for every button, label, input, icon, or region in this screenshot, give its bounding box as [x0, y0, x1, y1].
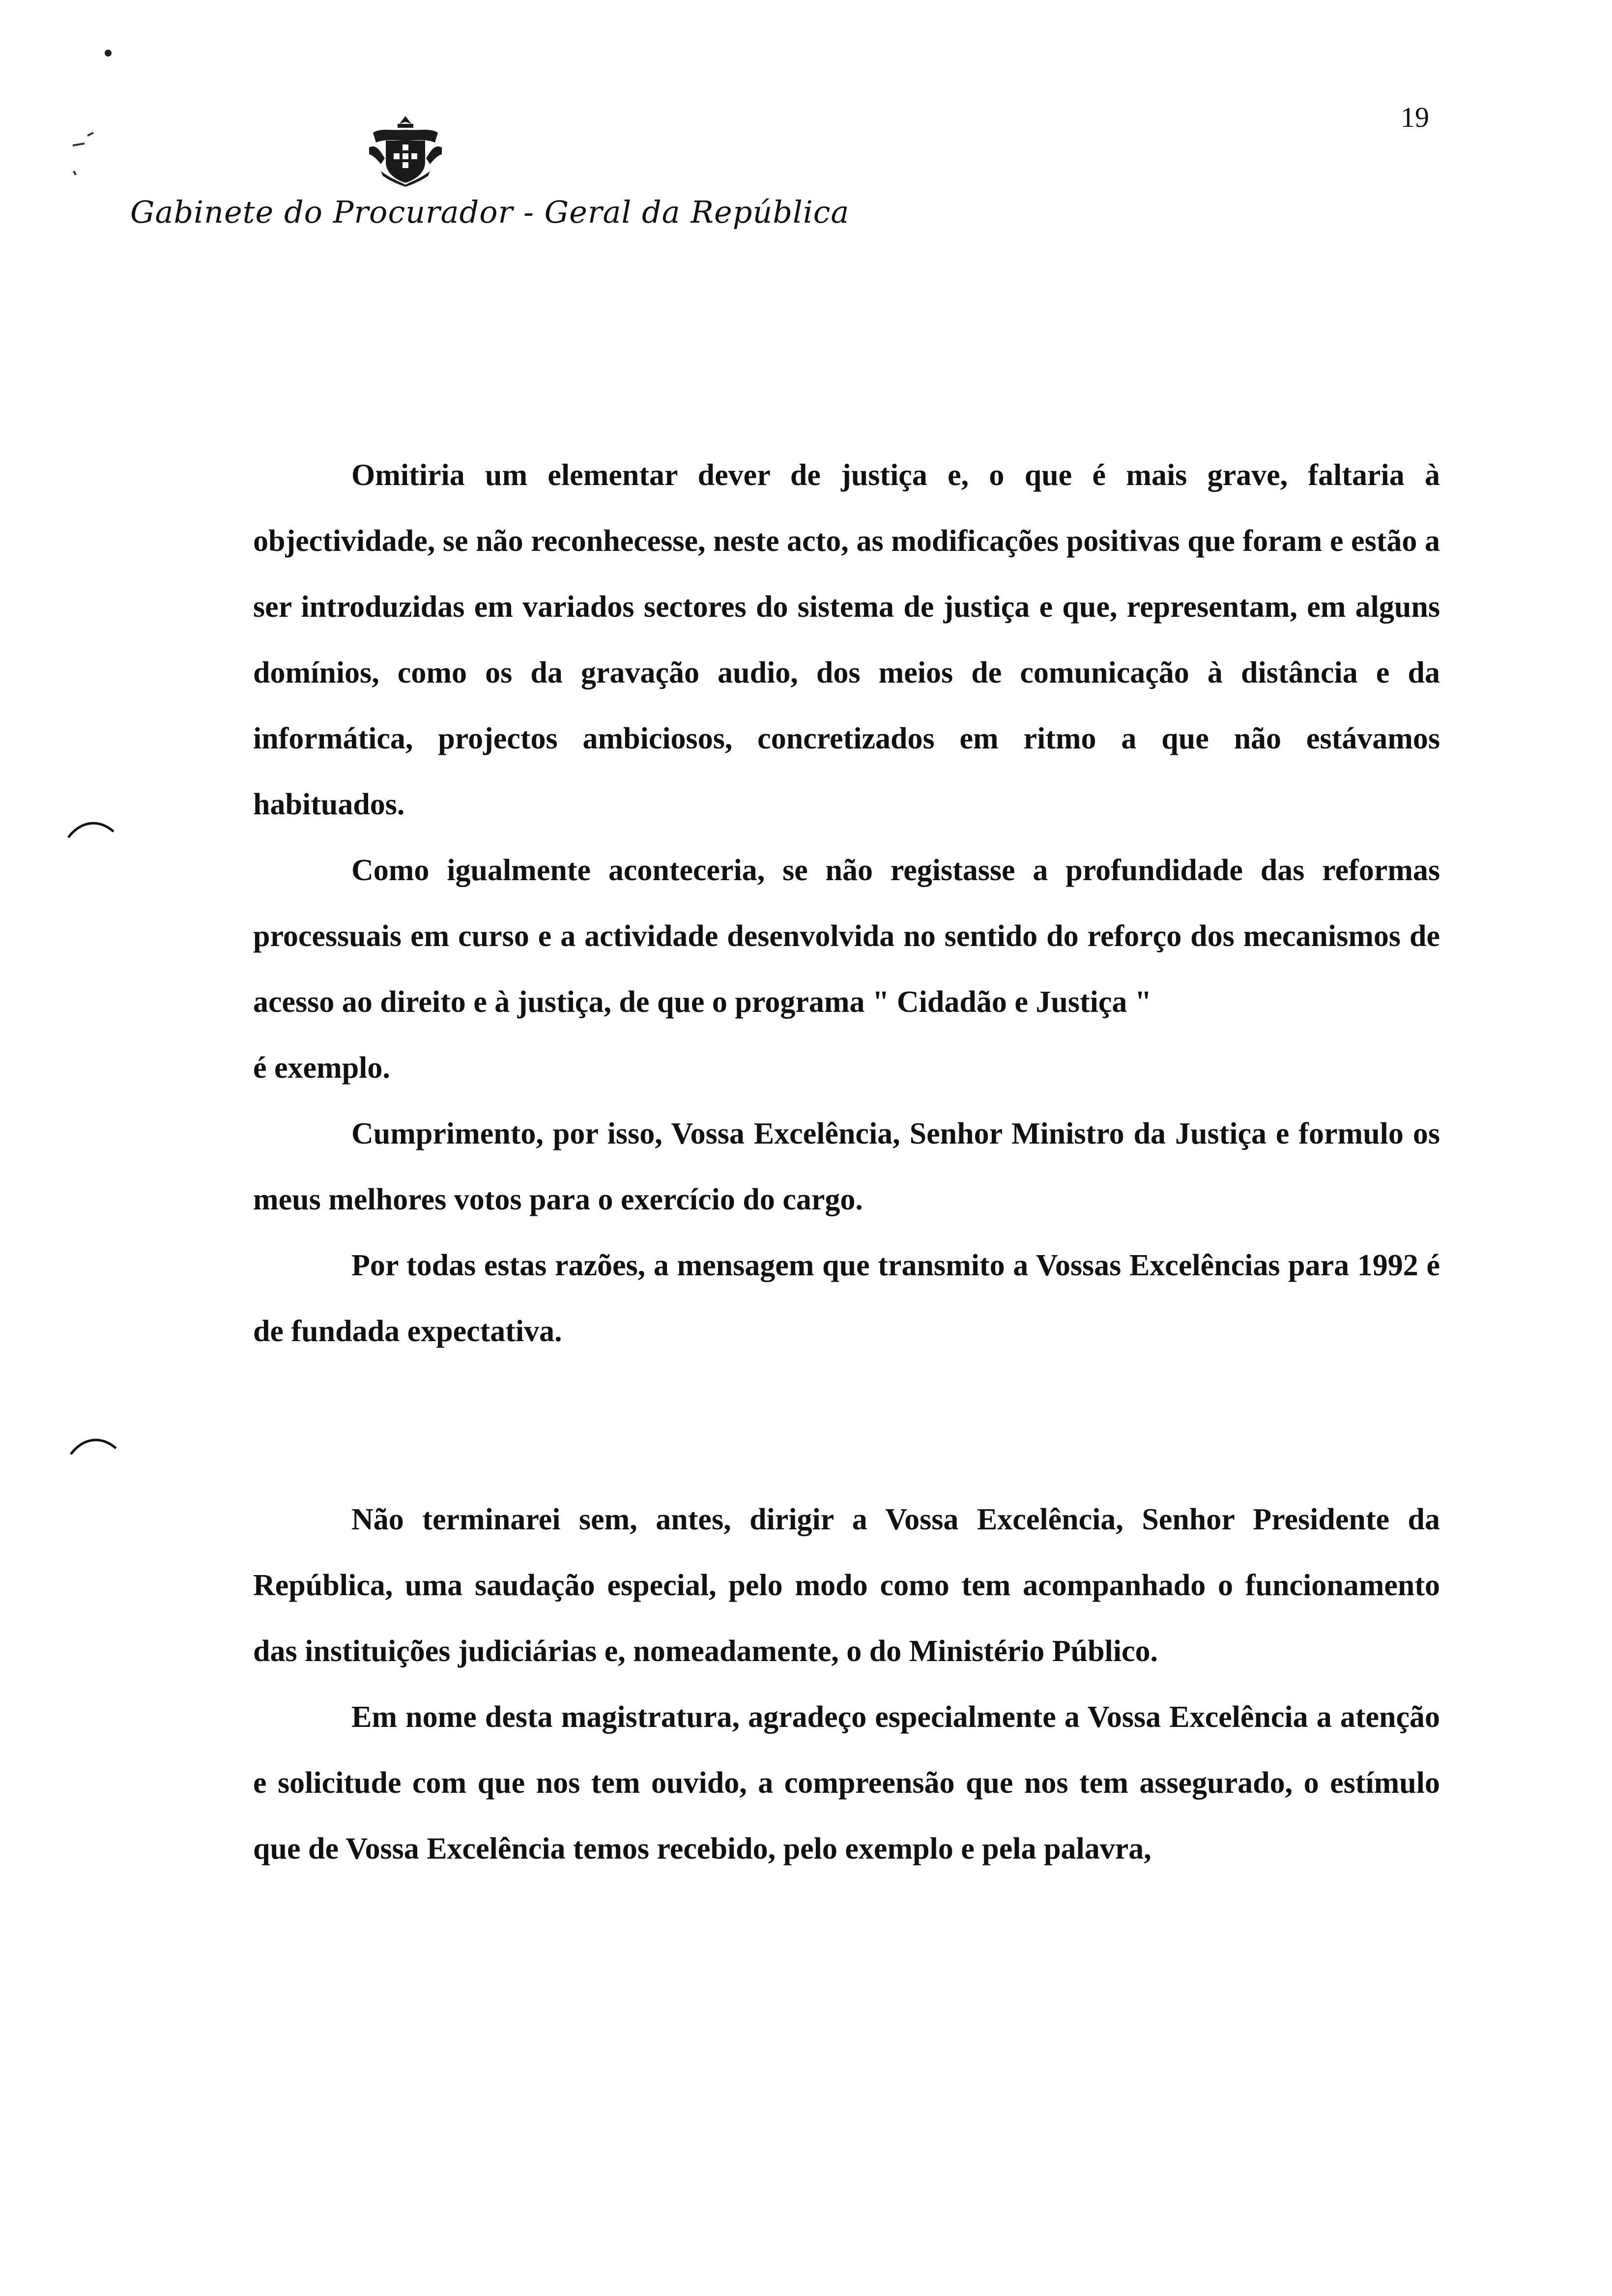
paragraph: Por todas estas razões, a mensagem que transmito a Vossas Excelências para 1992 é de fundada expectativa.: [253, 1249, 1440, 1348]
paragraph: Como igualmente aconteceria, se não registasse a profundidade das reformas processuais em curso e a actividade desenvolvida no sentido do reforço dos mecanismos de acesso ao direito e à justiça, de que o programa " Cidadão e Justiça ": [253, 854, 1440, 1019]
paragraph: Em nome desta magistratura, agradeço especialmente a Vossa Excelência a atenção e solicitude com que nos tem ouvido, a compreensão que nos tem assegurado, o estímulo que de Vossa Excelência temos recebido, pelo exemplo e pela palavra,: [253, 1700, 1440, 1866]
letterhead: Gabinete do Procurador - Geral da República: [130, 194, 850, 230]
paragraph: Omitiria um elementar dever de justiça e, o que é mais grave, faltaria à objectividade, se não reconhecesse, neste acto, as modificações positivas que foram e estão a ser introduzidas em variados sectores do sistema de justiça e que, representam, em alguns domínios, como os da gravação audio, dos meios de comunicação à distância e da informática, projectos ambiciosos, concretizados em ritmo a que não estávamos habituados.: [253, 459, 1440, 821]
body-section-1: [253, 442, 1440, 1364]
body-section-2: [253, 1487, 1440, 1882]
page-number: 19: [1401, 101, 1429, 133]
binder-hole-mark: [66, 816, 120, 845]
paragraph: Não terminarei sem, antes, dirigir a Vossa Excelência, Senhor Presidente da República, uma saudação especial, pelo modo como tem acompanhado o funcionamento das instituições judiciárias e, nomeadamente, o do Ministério Público.: [253, 1503, 1440, 1668]
coat-of-arms-icon: [366, 113, 445, 187]
scan-mark-top: [59, 44, 113, 192]
paragraph: é exemplo.: [253, 1051, 390, 1085]
paragraph: Cumprimento, por isso, Vossa Excelência, Senhor Ministro da Justiça e formulo os meus melhores votos para o exercício do cargo.: [253, 1117, 1440, 1216]
binder-hole-mark: [69, 1433, 123, 1462]
